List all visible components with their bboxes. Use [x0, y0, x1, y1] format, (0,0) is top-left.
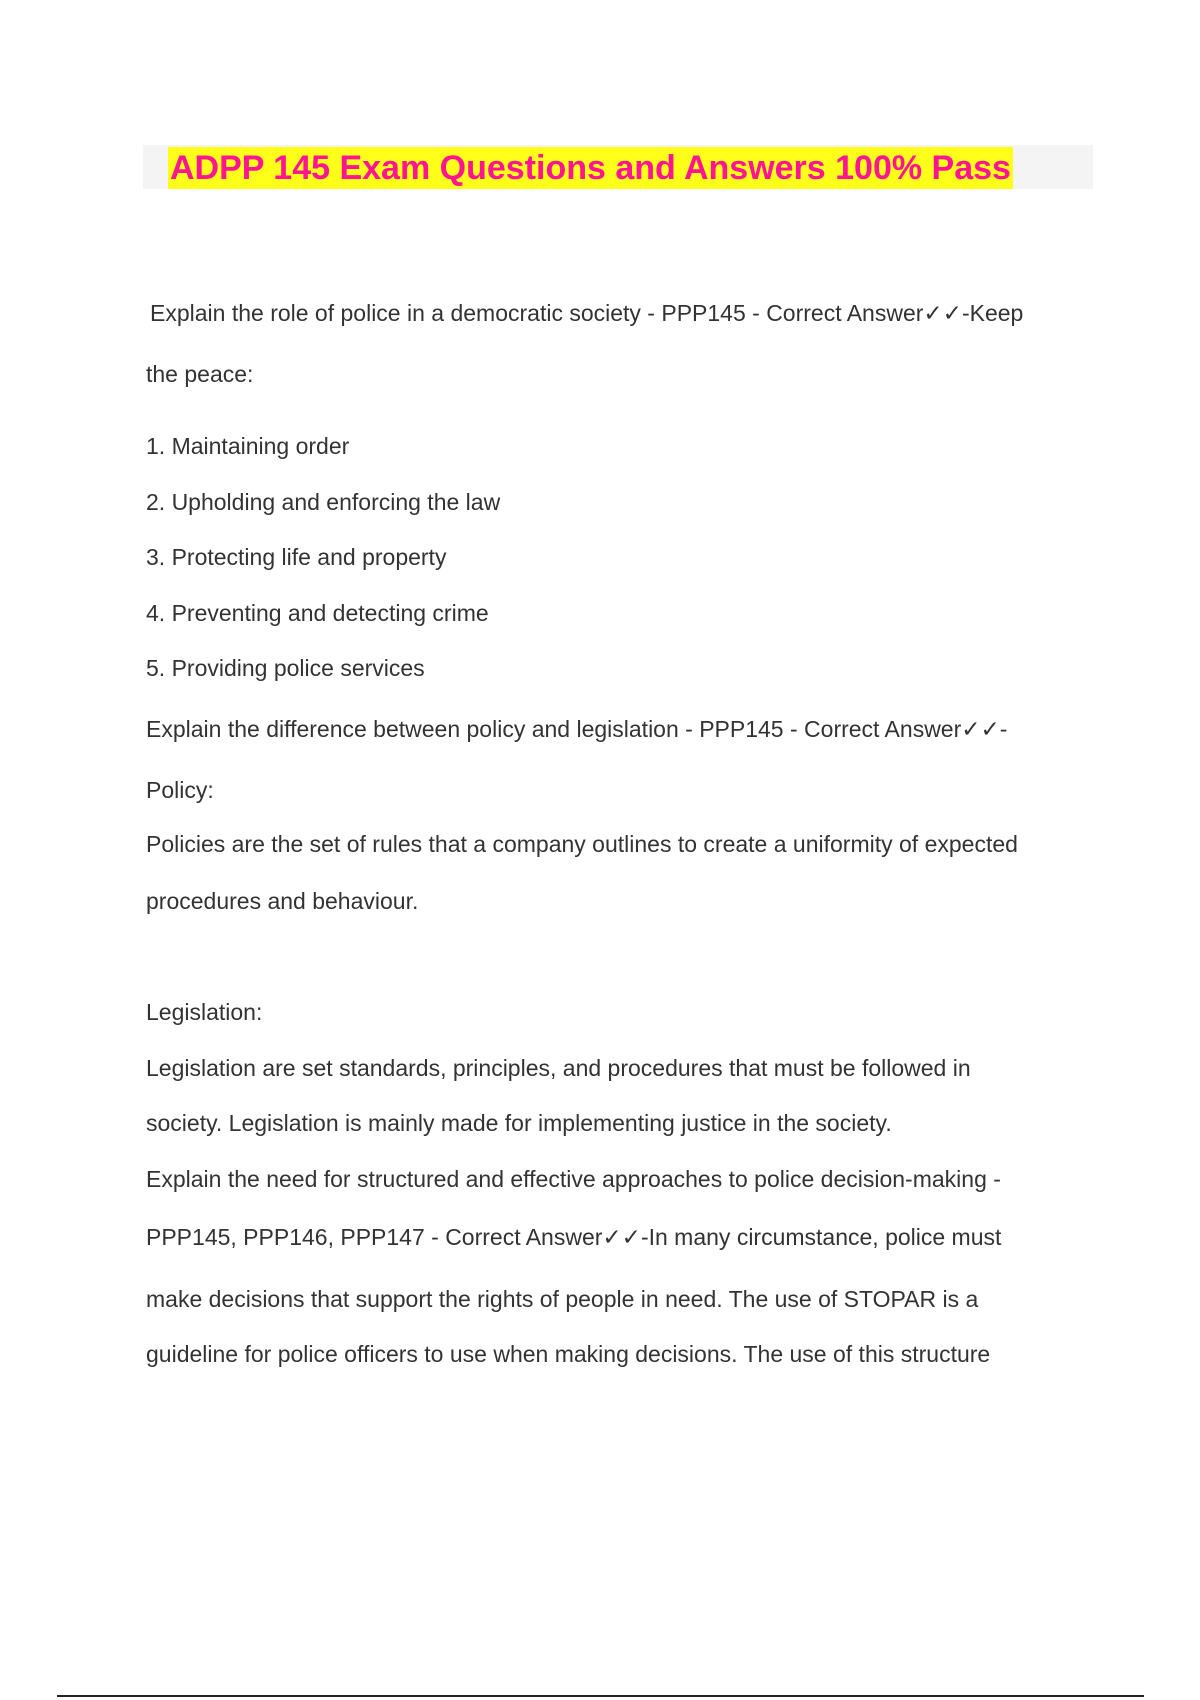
- text-line: Explain the role of police in a democratic society - PPP145 - Correct Answer✓✓-Keep: [150, 300, 1024, 326]
- text-line: PPP145, PPP146, PPP147 - Correct Answer✓✓-In many circumstance, police must: [146, 1224, 1002, 1250]
- list-item: 1. Maintaining order: [146, 433, 350, 459]
- text-line: procedures and behaviour.: [146, 888, 419, 914]
- list-item: 2. Upholding and enforcing the law: [146, 489, 501, 515]
- text-line: guideline for police officers to use when making decisions. The use of this structure: [146, 1341, 991, 1367]
- text-line: Policy:: [146, 777, 214, 803]
- page-title: ADPP 145 Exam Questions and Answers 100% Pass: [170, 149, 1011, 187]
- text-line: Policies are the set of rules that a company outlines to create a uniformity of expected: [146, 831, 1018, 857]
- list-item: 4. Preventing and detecting crime: [146, 600, 489, 626]
- text-line: Legislation:: [146, 999, 263, 1025]
- list-item: 5. Providing police services: [146, 655, 425, 681]
- text-line: make decisions that support the rights of people in need. The use of STOPAR is a: [146, 1286, 979, 1312]
- text-line: Explain the difference between policy and legislation - PPP145 - Correct Answer✓✓-: [146, 716, 1008, 742]
- text-line: Explain the need for structured and effective approaches to police decision-making -: [146, 1166, 1001, 1192]
- text-line: Legislation are set standards, principles, and procedures that must be followed in: [146, 1055, 971, 1081]
- text-line: society. Legislation is mainly made for implementing justice in the society.: [146, 1110, 892, 1136]
- text-line: the peace:: [146, 361, 254, 387]
- footer-rule: [57, 1695, 1144, 1697]
- list-item: 3. Protecting life and property: [146, 544, 447, 570]
